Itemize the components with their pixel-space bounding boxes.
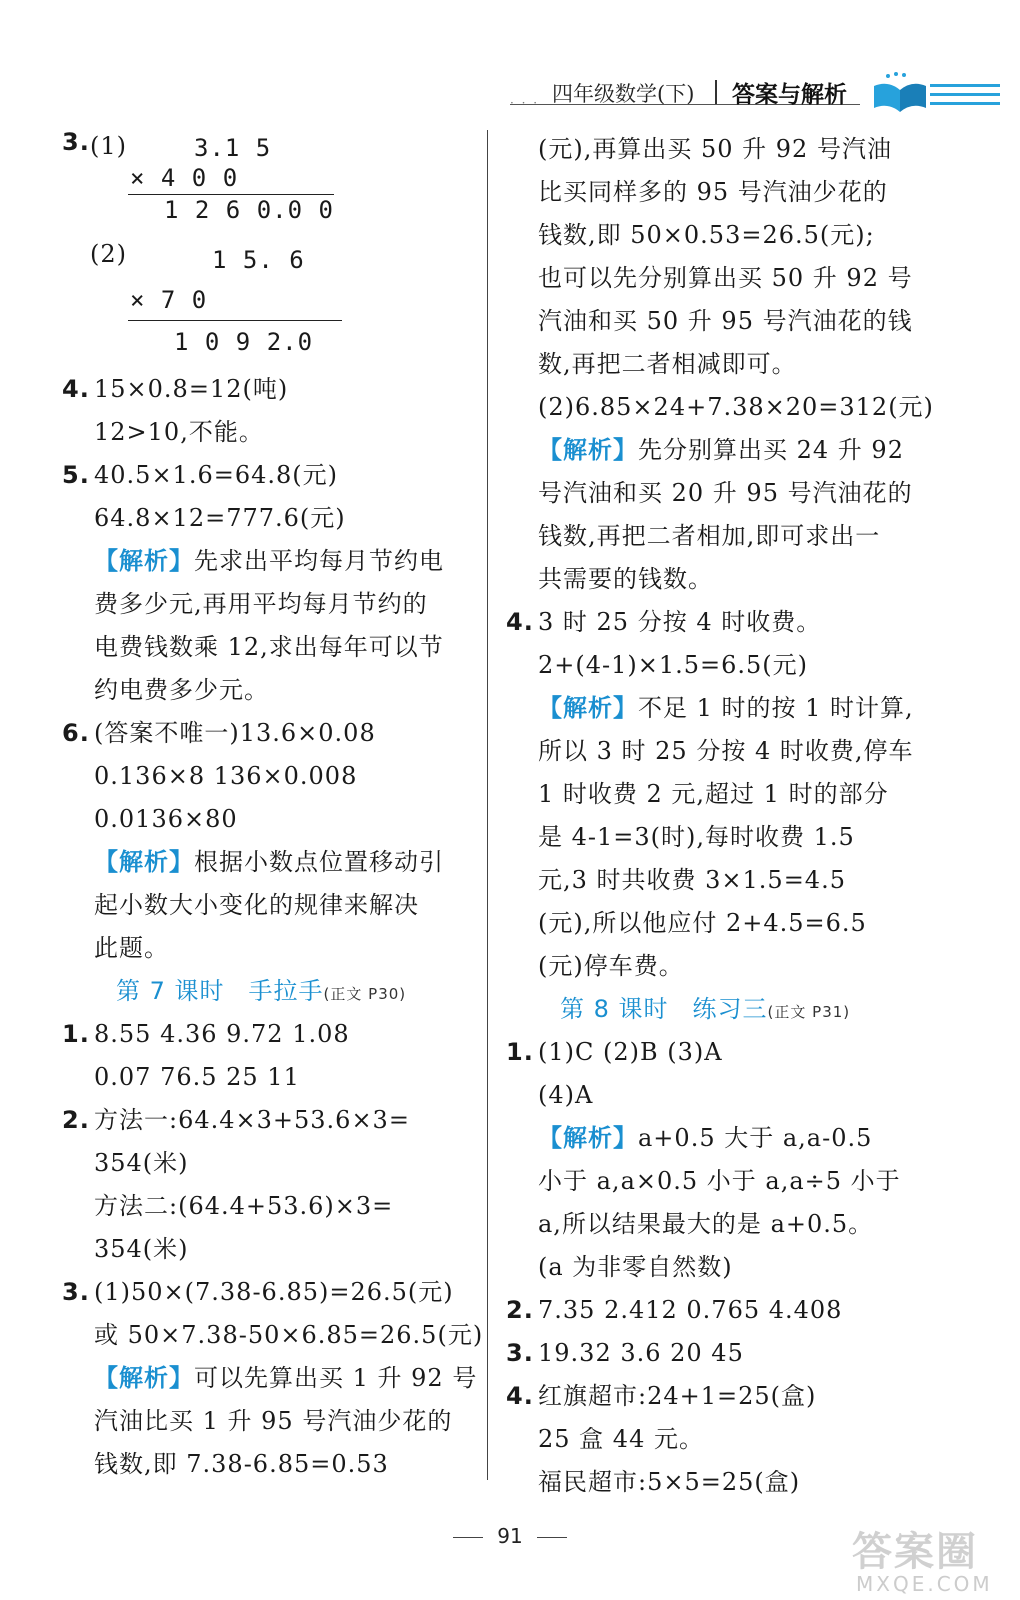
analysis-line: 电费钱数乘 12,求出每年可以节 [94,633,444,661]
analysis-line [62,841,472,884]
product: 1 0 9 2.0 [174,328,314,356]
vertical-multiplication [62,128,472,368]
analysis-tag: 【解析】 [94,1364,194,1392]
answer-text: (1)50×(7.38-6.85)=26.5(元) [94,1278,454,1306]
answer-line [506,601,926,644]
question-number: 4. [506,608,534,636]
answer-line: 方法二:(64.4+53.6)×3= [94,1192,394,1220]
analysis-line: a,所以结果最大的是 a+0.5。 [538,1210,874,1238]
page-number: 91 [497,1524,523,1548]
analysis-text: 不足 1 时的按 1 时计算, [638,694,914,722]
answer-line: 汽油和买 50 升 95 号汽油花的钱 [538,307,913,335]
analysis-line [62,1357,478,1400]
multiplicand: 1 5. 6 [212,246,305,274]
analysis-line: 1 时收费 2 元,超过 1 时的部分 [538,780,889,808]
analysis-line: 小于 a,a×0.5 小于 a,a÷5 小于 [538,1167,901,1195]
answer-line [506,1289,926,1332]
lesson-topic: 练习三 [692,995,768,1023]
answer-line [62,1099,472,1142]
answer-text: 19.32 3.6 20 45 [538,1339,744,1367]
question-number: 2. [506,1296,534,1324]
open-book-icon [870,70,930,114]
analysis-line [506,429,926,472]
lesson-heading [62,970,472,1013]
analysis-text: 先分别算出买 24 升 92 [638,436,904,464]
answer-line: 0.0136×80 [94,805,238,833]
analysis-line: 元,3 时共收费 3×1.5=4.5 [538,866,846,894]
watermark-domain: MXQE.COM [856,1572,993,1596]
analysis-line: 钱数,再把二者相加,即可求出一 [538,522,881,550]
analysis-line: 钱数,即 7.38-6.85=0.53 [94,1450,389,1478]
lesson-reference: (正文 P31) [767,1003,851,1021]
part-label: (1) [90,132,127,160]
answer-line [62,1013,472,1056]
left-column [62,128,484,1486]
multiplier: × 7 0 [130,286,208,314]
header-stripes [930,84,1000,111]
analysis-line: 费多少元,再用平均每月节约的 [94,590,428,618]
analysis-text: 先求出平均每月节约电 [194,547,444,575]
answer-line [506,1375,926,1418]
answer-line [62,368,472,411]
answer-line: 12>10,不能。 [94,418,264,446]
lesson-name: 第 8 课时 [560,995,669,1023]
analysis-line: 此题。 [94,934,169,962]
answer-line: 0.07 76.5 25 11 [94,1063,300,1091]
answer-line: 25 盒 44 元。 [538,1425,704,1453]
watermark-logo: 答案圈 [852,1529,978,1575]
answer-line: 354(米) [94,1235,189,1263]
answer-line: 钱数,即 50×0.53=26.5(元); [538,221,875,249]
analysis-tag: 【解析】 [94,547,194,575]
analysis-line [506,1117,926,1160]
answer-line: (2)6.85×24+7.38×20=312(元) [538,393,934,421]
question-number: 2. [62,1106,90,1134]
lesson-topic: 手拉手 [248,977,324,1005]
analysis-line: 所以 3 时 25 分按 4 时收费,停车 [538,737,914,765]
multiplier: × 4 0 0 [130,164,239,192]
analysis-line: 起小数大小变化的规律来解决 [94,891,419,919]
analysis-tag: 【解析】 [538,436,638,464]
answer-text: (答案不唯一)13.6×0.08 [94,719,376,747]
question-number: 4. [506,1382,534,1410]
question-number: 6. [62,719,90,747]
answer-line [62,1271,472,1314]
multiplicand: 3.1 5 [194,134,272,162]
question-number: 1. [506,1038,534,1066]
answer-text: 40.5×1.6=64.8(元) [94,461,338,489]
lesson-reference: (正文 P30) [323,985,407,1003]
analysis-line: (a 为非零自然数) [538,1253,733,1281]
answer-text: 红旗超市:24+1=25(盒) [538,1382,817,1410]
header-separator [715,80,717,104]
analysis-line [62,540,472,583]
answer-line: 福民超市:5×5=25(盒) [538,1468,801,1496]
answer-text: 8.55 4.36 9.72 1.08 [94,1020,350,1048]
answer-line: 354(米) [94,1149,189,1177]
analysis-tag: 【解析】 [538,694,638,722]
question-number: 3. [506,1339,534,1367]
answer-line: 0.136×8 136×0.008 [94,762,358,790]
analysis-line: (元),所以他应付 2+4.5=6.5 [538,909,867,937]
product: 1 2 6 0.0 0 [164,196,334,224]
answer-text: 7.35 2.412 0.765 4.408 [538,1296,843,1324]
column-divider [487,130,488,1480]
analysis-line: (元)停车费。 [538,952,684,980]
analysis-line [506,687,926,730]
analysis-line: 共需要的钱数。 [538,565,713,593]
answer-line [62,712,472,755]
analysis-line: 汽油比买 1 升 95 号汽油少花的 [94,1407,453,1435]
answer-line: (4)A [538,1081,594,1109]
answer-line [506,1031,926,1074]
answer-line [62,454,472,497]
analysis-line: 约电费多少元。 [94,676,269,704]
right-column [506,128,934,1504]
header-dots: · · · [510,96,540,110]
answer-line: 或 50×7.38-50×6.85=26.5(元) [94,1321,484,1349]
analysis-text: a+0.5 大于 a,a-0.5 [638,1124,873,1152]
lesson-name: 第 7 课时 [116,977,225,1005]
analysis-text: 可以先算出买 1 升 92 号 [194,1364,478,1392]
analysis-tag: 【解析】 [538,1124,638,1152]
lesson-heading [506,988,926,1031]
question-number: 3. [62,128,90,156]
answer-text: (1)C (2)B (3)A [538,1038,723,1066]
answer-text: 3 时 25 分按 4 时收费。 [538,608,822,636]
answer-text: 15×0.8=12(吨) [94,375,289,403]
analysis-line: 号汽油和买 20 升 95 号汽油花的 [538,479,913,507]
question-number: 3. [62,1278,90,1306]
analysis-tag: 【解析】 [94,848,194,876]
analysis-line: 是 4-1=3(时),每时收费 1.5 [538,823,855,851]
product-rule [128,194,334,195]
analysis-text: 根据小数点位置移动引 [194,848,444,876]
part-label: (2) [90,240,127,268]
answer-line: 也可以先分别算出买 50 升 92 号 [538,264,913,292]
answer-line: 比买同样多的 95 号汽油少花的 [538,178,888,206]
answer-text: 方法一:64.4×3+53.6×3= [94,1106,410,1134]
answer-line: 数,再把二者相减即可。 [538,350,797,378]
header-grade: 四年级数学(下) [552,82,695,106]
page-header [510,70,1000,120]
answer-line: 64.8×12=777.6(元) [94,504,346,532]
question-number: 4. [62,375,90,403]
header-title: 答案与解析 [732,82,847,108]
answer-line [506,1332,926,1375]
answer-line: 2+(4-1)×1.5=6.5(元) [538,651,809,679]
answer-line: (元),再算出买 50 升 92 号汽油 [538,135,892,163]
product-rule [128,320,342,321]
question-number: 5. [62,461,90,489]
question-number: 1. [62,1020,90,1048]
